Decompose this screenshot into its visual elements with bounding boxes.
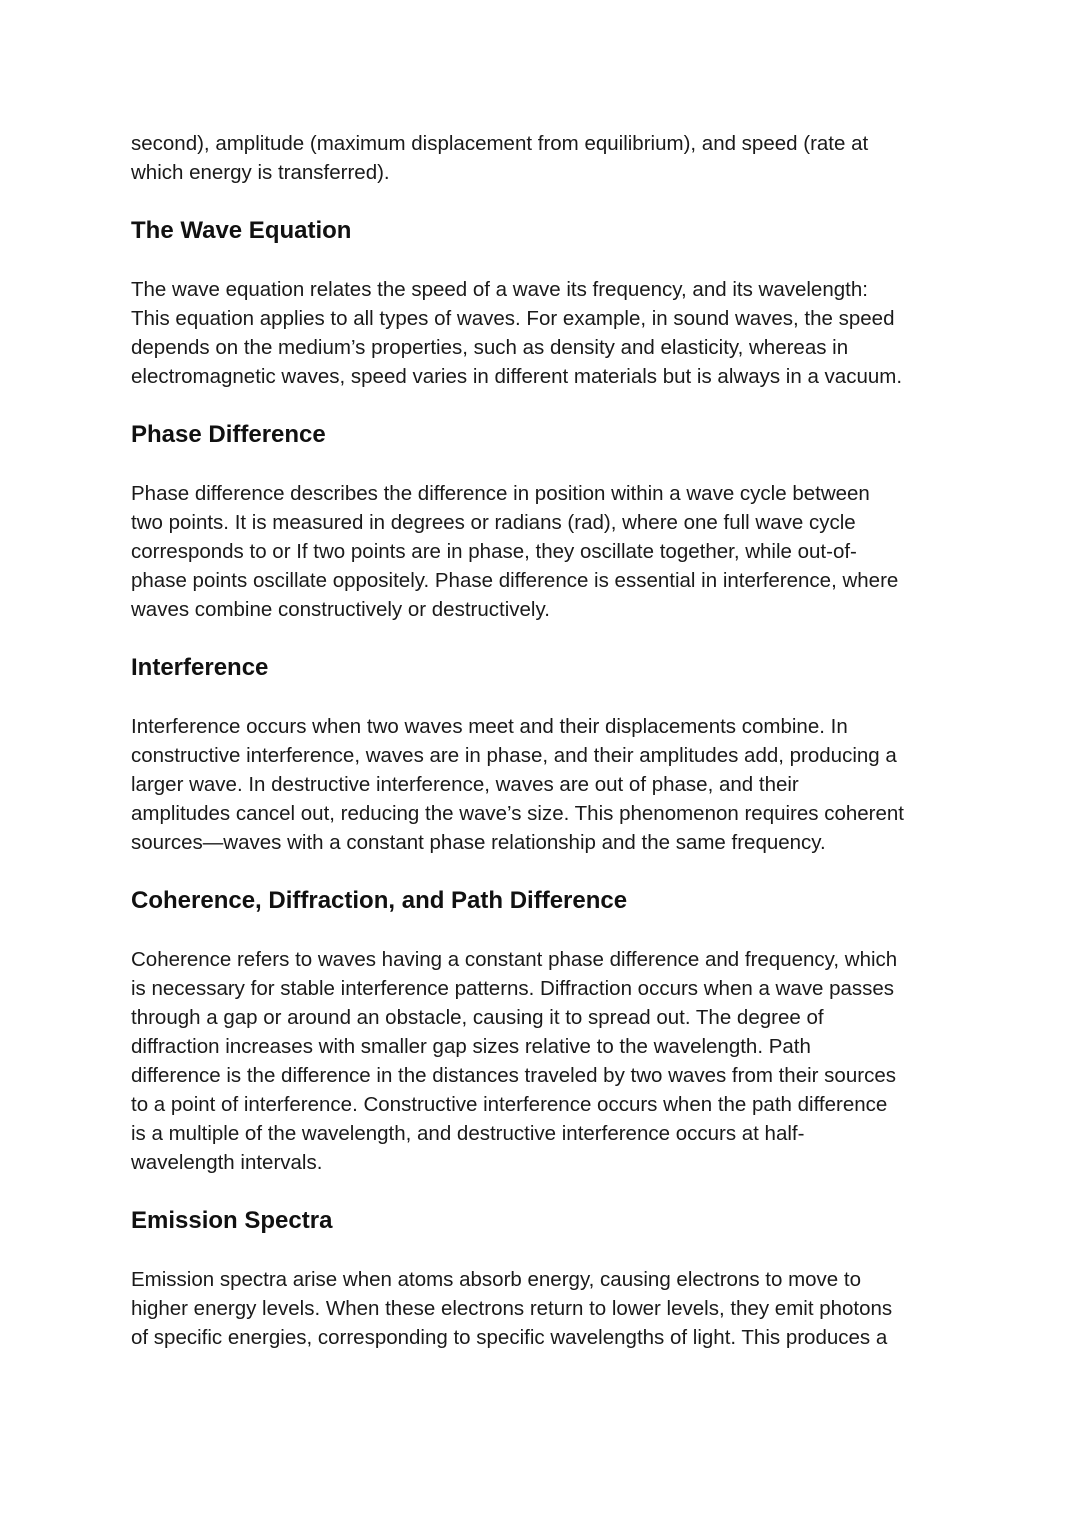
paragraph-line: depends on the medium’s properties, such as density and elasticity, whereas in — [131, 336, 849, 359]
intro-paragraph — [131, 129, 961, 187]
paragraph-line: waves combine constructively or destructively. — [131, 598, 550, 621]
paragraph-line: which energy is transferred). — [131, 161, 390, 184]
paragraph-line: of specific energies, corresponding to specific wavelengths of light. This produces a — [131, 1326, 888, 1349]
section-heading-coherence-diffraction: Coherence, Diffraction, and Path Difference — [131, 887, 628, 914]
paragraph-line: The wave equation relates the speed of a wave its frequency, and its wavelength: — [131, 278, 868, 301]
paragraph-line: diffraction increases with smaller gap sizes relative to the wavelength. Path — [131, 1035, 811, 1058]
paragraph-line: through a gap or around an obstacle, causing it to spread out. The degree of — [131, 1006, 824, 1029]
section-paragraph-emission-spectra — [131, 1265, 961, 1352]
paragraph-line: Coherence refers to waves having a constant phase difference and frequency, which — [131, 948, 898, 971]
section-paragraph-wave-equation — [131, 275, 961, 391]
section-paragraph-coherence-diffraction — [131, 945, 961, 1177]
paragraph-line: Emission spectra arise when atoms absorb energy, causing electrons to move to — [131, 1268, 862, 1291]
paragraph-line: is a multiple of the wavelength, and destructive interference occurs at half- — [131, 1122, 805, 1145]
paragraph-line: electromagnetic waves, speed varies in different materials but is always in a vacuum. — [131, 365, 903, 388]
paragraph-line: two points. It is measured in degrees or radians (rad), where one full wave cycle — [131, 511, 856, 534]
paragraph-line: second), amplitude (maximum displacement from equilibrium), and speed (rate at — [131, 132, 869, 155]
paragraph-line: amplitudes cancel out, reducing the wave’s size. This phenomenon requires coherent — [131, 802, 905, 825]
paragraph-line: higher energy levels. When these electrons return to lower levels, they emit photons — [131, 1297, 893, 1320]
section-heading-wave-equation: The Wave Equation — [131, 217, 352, 244]
paragraph-line: wavelength intervals. — [131, 1151, 323, 1174]
paragraph-line: phase points oscillate oppositely. Phase difference is essential in interference, where — [131, 569, 899, 592]
paragraph-line: Interference occurs when two waves meet and their displacements combine. In — [131, 715, 848, 738]
paragraph-line: Phase difference describes the difference in position within a wave cycle between — [131, 482, 870, 505]
section-heading-phase-difference: Phase Difference — [131, 421, 326, 448]
paragraph-line: sources—waves with a constant phase relationship and the same frequency. — [131, 831, 826, 854]
paragraph-line: to a point of interference. Constructive interference occurs when the path difference — [131, 1093, 888, 1116]
paragraph-line: difference is the difference in the distances traveled by two waves from their sources — [131, 1064, 896, 1087]
paragraph-line: corresponds to or If two points are in phase, they oscillate together, while out-of- — [131, 540, 857, 563]
document-page — [131, 129, 961, 1352]
section-heading-emission-spectra: Emission Spectra — [131, 1207, 333, 1234]
paragraph-line: is necessary for stable interference patterns. Diffraction occurs when a wave passes — [131, 977, 895, 1000]
paragraph-line: larger wave. In destructive interference, waves are out of phase, and their — [131, 773, 799, 796]
paragraph-line: This equation applies to all types of waves. For example, in sound waves, the speed — [131, 307, 895, 330]
section-paragraph-interference — [131, 712, 961, 857]
section-heading-interference: Interference — [131, 654, 269, 681]
section-paragraph-phase-difference — [131, 479, 961, 624]
paragraph-line: constructive interference, waves are in phase, and their amplitudes add, producing a — [131, 744, 897, 767]
